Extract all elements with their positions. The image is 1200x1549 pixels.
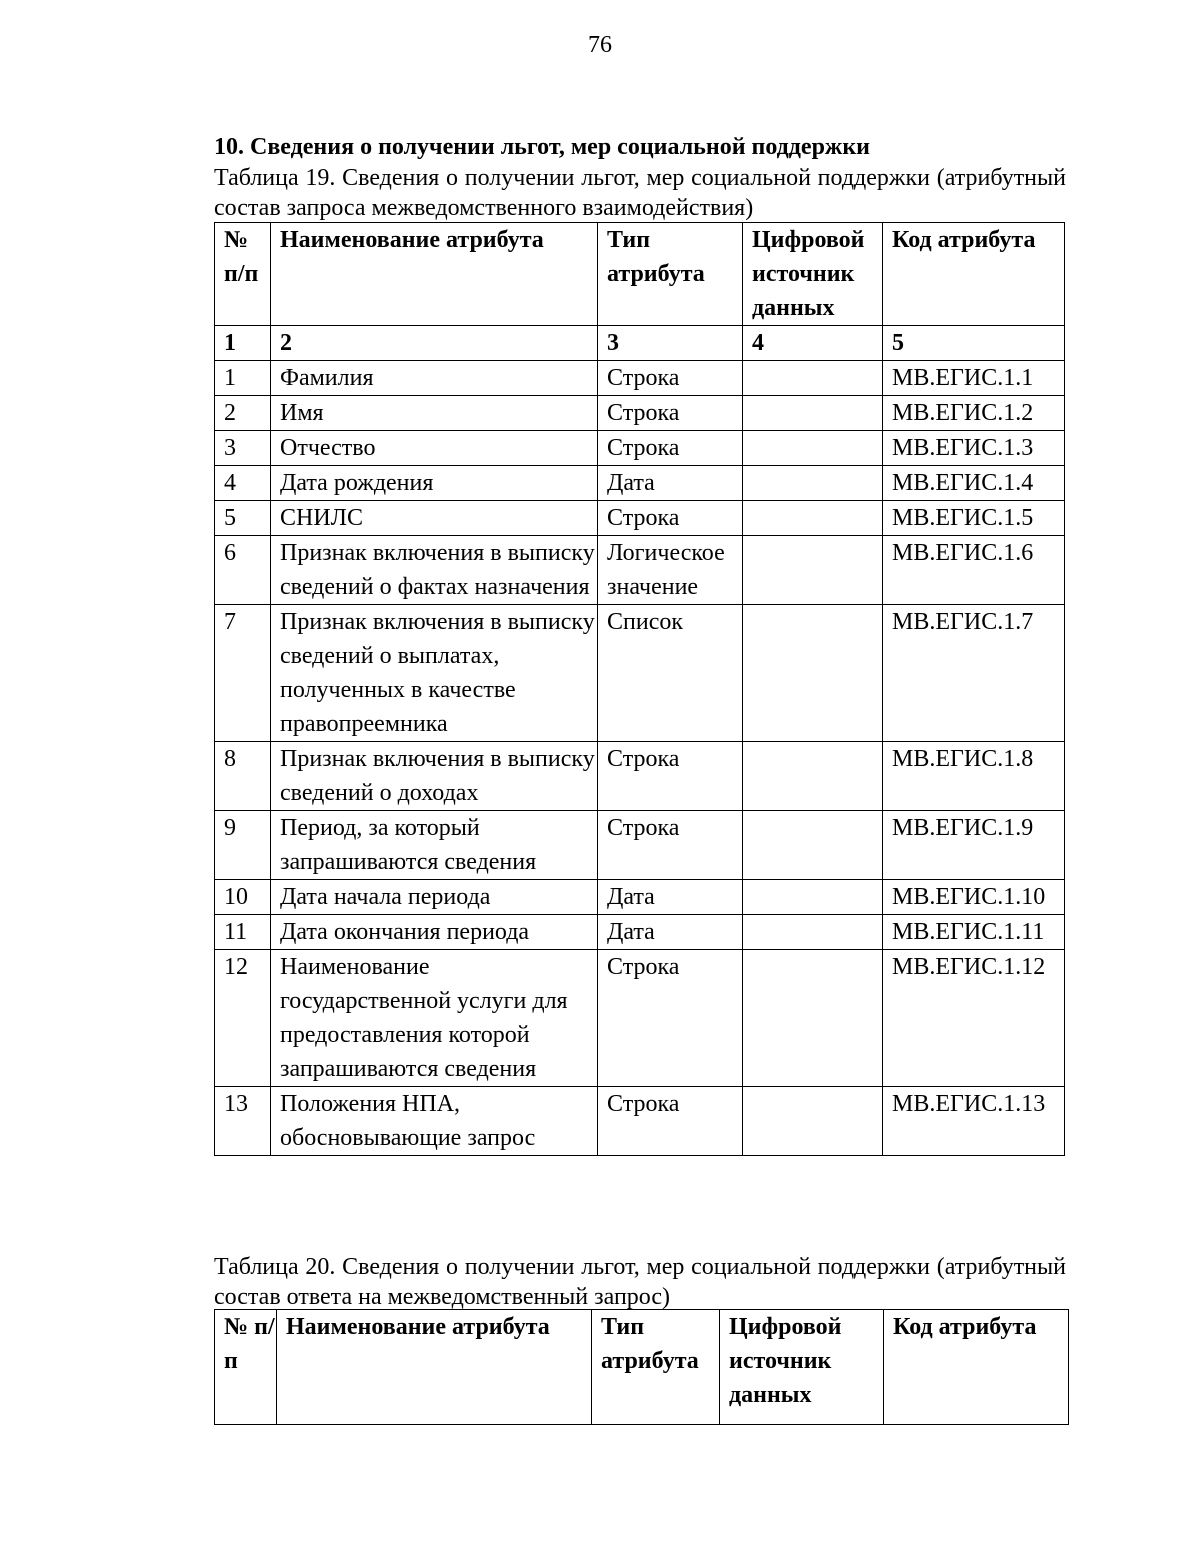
table20-caption: Таблица 20. Сведения о получении льгот, мер социальной поддержки (атрибутный состав ответа на межведомственный запрос)	[214, 1254, 1066, 1310]
attribute-code-cell: МВ.ЕГИС.1.10	[883, 880, 1065, 915]
header-cell-type: Тип атрибута	[592, 1310, 720, 1425]
column-number-row	[215, 326, 1065, 361]
attribute-type-cell: Дата	[598, 915, 743, 950]
attribute-type-cell: Дата	[598, 466, 743, 501]
header-cell-number: № п/п	[215, 1310, 277, 1425]
table-row	[215, 605, 1065, 742]
data-source-cell	[743, 950, 883, 1087]
column-number-cell: 2	[271, 326, 598, 361]
table19	[214, 222, 1065, 1156]
attribute-type-cell: Строка	[598, 431, 743, 466]
attribute-name-cell: Отчество	[271, 431, 598, 466]
header-cell-code: Код атрибута	[883, 223, 1065, 326]
column-number-cell: 1	[215, 326, 271, 361]
data-source-cell	[743, 605, 883, 742]
table-row	[215, 1087, 1065, 1156]
data-source-cell	[743, 915, 883, 950]
data-source-cell	[743, 811, 883, 880]
header-cell-number: № п/п	[215, 223, 271, 326]
table-row	[215, 950, 1065, 1087]
table19-header-row	[215, 223, 1065, 326]
row-number-cell: 7	[215, 605, 271, 742]
attribute-name-cell: Дата окончания периода	[271, 915, 598, 950]
attribute-code-cell: МВ.ЕГИС.1.3	[883, 431, 1065, 466]
attribute-name-cell: Признак включения в выписку сведений о выплатах, полученных в качестве правопреемника	[271, 605, 598, 742]
table-row	[215, 361, 1065, 396]
header-cell-source: Цифровой источник данных	[743, 223, 883, 326]
row-number-cell: 3	[215, 431, 271, 466]
attribute-code-cell: МВ.ЕГИС.1.5	[883, 501, 1065, 536]
table-row	[215, 915, 1065, 950]
data-source-cell	[743, 396, 883, 431]
data-source-cell	[743, 536, 883, 605]
attribute-type-cell: Строка	[598, 361, 743, 396]
row-number-cell: 11	[215, 915, 271, 950]
data-source-cell	[743, 1087, 883, 1156]
attribute-code-cell: МВ.ЕГИС.1.13	[883, 1087, 1065, 1156]
row-number-cell: 9	[215, 811, 271, 880]
attribute-name-cell: Период, за который запрашиваются сведения	[271, 811, 598, 880]
column-number-cell: 3	[598, 326, 743, 361]
table20-header-row	[215, 1310, 1069, 1425]
row-number-cell: 4	[215, 466, 271, 501]
attribute-code-cell: МВ.ЕГИС.1.12	[883, 950, 1065, 1087]
attribute-name-cell: Дата начала периода	[271, 880, 598, 915]
row-number-cell: 13	[215, 1087, 271, 1156]
header-cell-name: Наименование атрибута	[277, 1310, 592, 1425]
attribute-code-cell: МВ.ЕГИС.1.8	[883, 742, 1065, 811]
table-row	[215, 811, 1065, 880]
row-number-cell: 2	[215, 396, 271, 431]
attribute-type-cell: Строка	[598, 396, 743, 431]
row-number-cell: 12	[215, 950, 271, 1087]
data-source-cell	[743, 431, 883, 466]
column-number-cell: 4	[743, 326, 883, 361]
attribute-type-cell: Строка	[598, 501, 743, 536]
header-cell-code: Код атрибута	[884, 1310, 1069, 1425]
table20	[214, 1309, 1069, 1425]
header-cell-name: Наименование атрибута	[271, 223, 598, 326]
table19-body	[215, 326, 1065, 1156]
table-row	[215, 396, 1065, 431]
row-number-cell: 1	[215, 361, 271, 396]
data-source-cell	[743, 361, 883, 396]
attribute-type-cell: Строка	[598, 950, 743, 1087]
attribute-name-cell: Имя	[271, 396, 598, 431]
attribute-code-cell: МВ.ЕГИС.1.11	[883, 915, 1065, 950]
attribute-code-cell: МВ.ЕГИС.1.9	[883, 811, 1065, 880]
header-cell-type: Тип атрибута	[598, 223, 743, 326]
attribute-name-cell: Положения НПА, обосновывающие запрос	[271, 1087, 598, 1156]
attribute-type-cell: Дата	[598, 880, 743, 915]
attribute-type-cell: Список	[598, 605, 743, 742]
table-row	[215, 536, 1065, 605]
data-source-cell	[743, 742, 883, 811]
attribute-name-cell: Дата рождения	[271, 466, 598, 501]
attribute-code-cell: МВ.ЕГИС.1.6	[883, 536, 1065, 605]
row-number-cell: 5	[215, 501, 271, 536]
attribute-code-cell: МВ.ЕГИС.1.4	[883, 466, 1065, 501]
attribute-code-cell: МВ.ЕГИС.1.1	[883, 361, 1065, 396]
row-number-cell: 6	[215, 536, 271, 605]
attribute-name-cell: СНИЛС	[271, 501, 598, 536]
table19-caption: Таблица 19. Сведения о получении льгот, мер социальной поддержки (атрибутный состав запроса межведомственного взаимодействия)	[214, 165, 1066, 221]
row-number-cell: 8	[215, 742, 271, 811]
table-row	[215, 466, 1065, 501]
attribute-type-cell: Логическое значение	[598, 536, 743, 605]
attribute-type-cell: Строка	[598, 811, 743, 880]
table-row	[215, 501, 1065, 536]
table-row	[215, 431, 1065, 466]
column-number-cell: 5	[883, 326, 1065, 361]
data-source-cell	[743, 501, 883, 536]
attribute-name-cell: Наименование государственной услуги для предоставления которой запрашиваются сведения	[271, 950, 598, 1087]
attribute-name-cell: Признак включения в выписку сведений о доходах	[271, 742, 598, 811]
attribute-type-cell: Строка	[598, 1087, 743, 1156]
attribute-code-cell: МВ.ЕГИС.1.7	[883, 605, 1065, 742]
attribute-name-cell: Фамилия	[271, 361, 598, 396]
page-number: 76	[588, 32, 612, 58]
table-row	[215, 742, 1065, 811]
header-cell-source: Цифровой источник данных	[720, 1310, 884, 1425]
data-source-cell	[743, 880, 883, 915]
row-number-cell: 10	[215, 880, 271, 915]
section-heading: 10. Сведения о получении льгот, мер социальной поддержки	[214, 134, 870, 160]
attribute-code-cell: МВ.ЕГИС.1.2	[883, 396, 1065, 431]
data-source-cell	[743, 466, 883, 501]
table-row	[215, 880, 1065, 915]
attribute-name-cell: Признак включения в выписку сведений о фактах назначения	[271, 536, 598, 605]
attribute-type-cell: Строка	[598, 742, 743, 811]
